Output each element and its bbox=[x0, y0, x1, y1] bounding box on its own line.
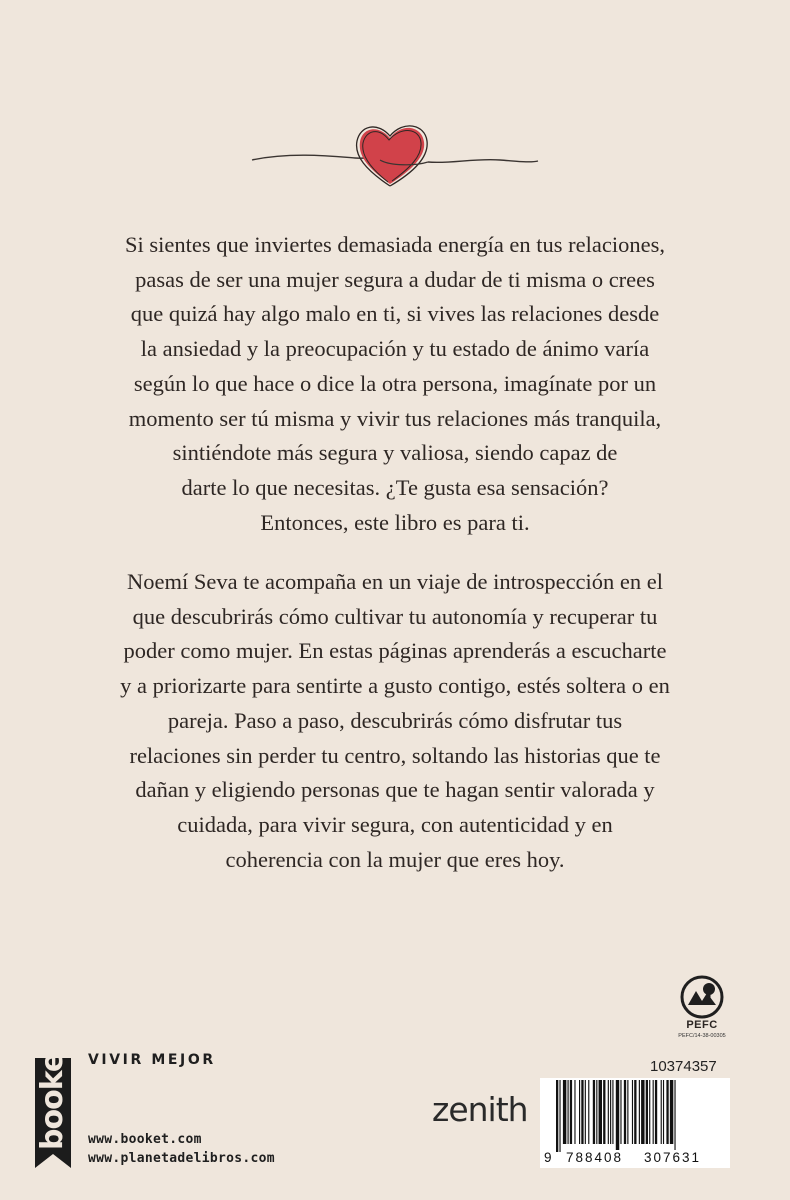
blurb-paragraph-2 bbox=[90, 565, 700, 877]
blurb-line: Noemí Seva te acompaña en un viaje de introspección en el bbox=[126, 569, 664, 594]
blurb-line: según lo que hace o dice la otra persona, imagínate por un bbox=[133, 370, 657, 396]
blurb-line: que descubrirás cómo cultivar tu autonomía y recuperar tu bbox=[132, 603, 658, 629]
barcode-bar bbox=[608, 1080, 609, 1144]
blurb-line: dañan y eligiendo personas que te hagan sentir valorada y bbox=[135, 777, 655, 803]
isbn-left-group: 788408 bbox=[566, 1150, 624, 1165]
barcode-bar bbox=[634, 1080, 636, 1144]
barcode-bar bbox=[588, 1080, 589, 1144]
blurb-line: la ansiedad y la preocupación y tu estado de ánimo varía bbox=[140, 336, 650, 362]
blurb-line: relaciones sin perder tu centro, soltando las historias que te bbox=[129, 742, 661, 768]
blurb-line: pareja. Paso a paso, descubrirás cómo disfrutar tus bbox=[167, 707, 623, 733]
barcode-bar bbox=[639, 1080, 640, 1144]
barcode-bar bbox=[646, 1080, 648, 1144]
barcode-bar bbox=[616, 1080, 619, 1152]
barcode-bar bbox=[653, 1080, 654, 1144]
barcode-bar bbox=[655, 1080, 657, 1144]
barcode-bar bbox=[627, 1080, 628, 1144]
barcode-bar bbox=[674, 1080, 675, 1152]
barcode-bar bbox=[641, 1080, 644, 1144]
publisher-url: www.booket.com bbox=[88, 1132, 202, 1147]
barcode-bar bbox=[610, 1080, 611, 1144]
blurb-line: darte lo que necesitas. ¿Te gusta esa sensación? bbox=[181, 474, 609, 500]
barcode-bar bbox=[649, 1080, 650, 1144]
isbn-first-digit: 9 bbox=[544, 1150, 554, 1165]
barcode-bar bbox=[579, 1080, 580, 1144]
collection-name: VIVIR MEJOR bbox=[88, 1052, 216, 1068]
barcode-bar bbox=[556, 1080, 558, 1152]
blurb-line: momento ser tú misma y vivir tus relaciones más tranquila, bbox=[128, 405, 662, 431]
blurb-line: cuidada, para vivir segura, con autenticidad y en bbox=[177, 811, 613, 837]
barcode-bar bbox=[603, 1080, 605, 1144]
publisher-url: www.planetadelibros.com bbox=[88, 1151, 275, 1166]
pefc-tree-icon bbox=[680, 975, 724, 1019]
barcode-bar bbox=[666, 1080, 668, 1144]
blurb-line: sintiéndote más segura y valiosa, siendo capaz de bbox=[172, 440, 618, 466]
blurb-line: y a priorizarte para sentirte a gusto contigo, estés soltera o en bbox=[120, 673, 670, 699]
barcode-bar bbox=[596, 1080, 597, 1144]
barcode-bar bbox=[585, 1080, 586, 1144]
blurb-line: Si sientes que inviertes demasiada energía en tus relaciones, bbox=[124, 232, 666, 257]
barcode-bar bbox=[612, 1080, 613, 1144]
blurb-line: Entonces, este libro es para ti. bbox=[260, 509, 530, 535]
heart-icon bbox=[250, 118, 540, 198]
barcode-bar bbox=[632, 1080, 633, 1144]
pefc-label: PEFC bbox=[686, 1019, 718, 1031]
barcode-bar bbox=[574, 1080, 575, 1144]
booket-logo bbox=[33, 1039, 73, 1168]
blurb-line: que quizá hay algo malo en ti, si vives las relaciones desde bbox=[130, 301, 660, 327]
barcode-bars bbox=[554, 1080, 724, 1152]
blurb-line: coherencia con la mujer que eres hoy. bbox=[225, 846, 565, 872]
barcode-bar bbox=[581, 1080, 583, 1144]
blurb-line: poder como mujer. En estas páginas aprenderás a escucharte bbox=[123, 638, 667, 664]
barcode-bar bbox=[563, 1080, 566, 1144]
booket-wordmark: booket bbox=[35, 1039, 70, 1150]
barcode-bar bbox=[570, 1080, 572, 1144]
isbn-barcode bbox=[540, 1078, 730, 1168]
barcode-bar bbox=[559, 1080, 560, 1152]
barcode-bar bbox=[661, 1080, 662, 1144]
barcode-bar bbox=[670, 1080, 673, 1144]
barcode-bar bbox=[568, 1080, 569, 1144]
barcode-bar bbox=[593, 1080, 595, 1144]
barcode-bar bbox=[620, 1080, 621, 1144]
barcode-bar bbox=[599, 1080, 602, 1144]
blurb-paragraph-1 bbox=[90, 228, 700, 540]
pefc-certification bbox=[672, 975, 732, 1045]
pefc-code: PEFC/14-38-00305 bbox=[678, 1033, 726, 1039]
barcode-id: 10374357 bbox=[650, 1058, 717, 1075]
barcode-bar bbox=[624, 1080, 626, 1144]
imprint-logo: zenith bbox=[432, 1090, 528, 1129]
barcode-bar bbox=[663, 1080, 664, 1144]
blurb-line: pasas de ser una mujer segura a dudar de ti misma o crees bbox=[135, 266, 655, 292]
isbn-right-group: 307631 bbox=[644, 1150, 702, 1165]
